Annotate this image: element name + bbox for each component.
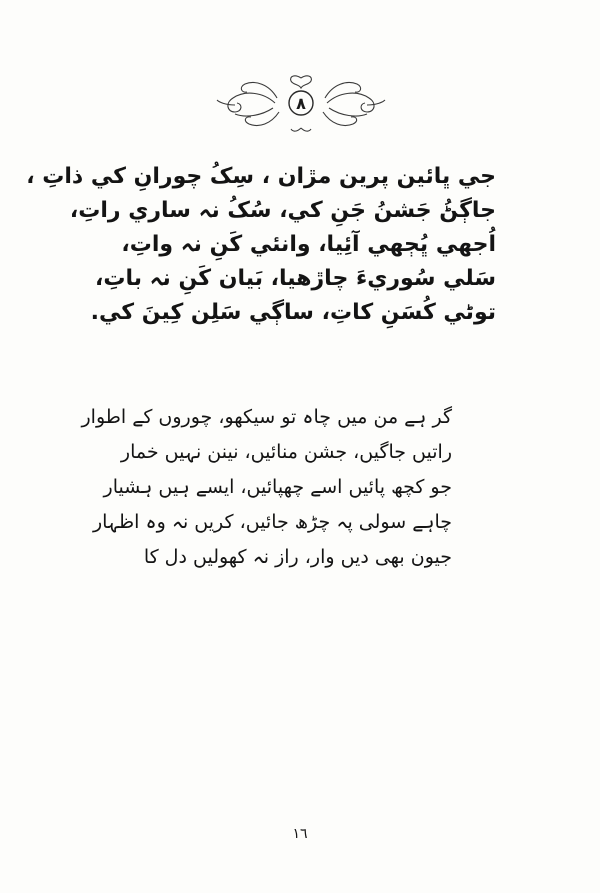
sindhi-line: سَلي سُوريءَ چاڙھيا، بَيان کَنِ نہ باتِ، bbox=[95, 266, 496, 291]
header-ornament bbox=[215, 72, 387, 134]
sindhi-line: توڻي کُسَنِ کاتِ، ساڳي سَلِن کِينَ کي. bbox=[90, 300, 496, 325]
sindhi-stanza bbox=[26, 160, 496, 330]
urdu-stanza bbox=[81, 400, 452, 575]
sindhi-line: اُجھي ڀُڄھي آئِيا، وانئي کَنِ نہ واتِ، bbox=[121, 232, 496, 257]
ornament-number: ٨ bbox=[296, 94, 306, 113]
urdu-line: چاہے سولی پہ چڑھ جائیں، کریں نہ وہ اظہار bbox=[92, 511, 452, 533]
urdu-line: راتیں جاگیں، جشن منائیں، نینن نہیں خمار bbox=[120, 441, 452, 463]
sindhi-line: جاڳڻُ جَشنُ جَنِ کي، سُکُ نہ ساري راتِ، bbox=[69, 198, 496, 223]
page-number: ١٦ bbox=[292, 826, 308, 842]
urdu-line: جیون بھی دیں وار، راز نہ کھولیں دل کا bbox=[143, 546, 452, 568]
urdu-line: گر ہے من میں چاہ تو سیکھو، چوروں کے اطوار bbox=[81, 406, 452, 428]
urdu-line: جو کچھ پائیں اسے چھپائیں، ایسے ہیں ہشیار bbox=[103, 476, 452, 498]
sindhi-line: جي ڀائين پرين مڙان ، سِکُ چورانِ کي ذاتِ ، bbox=[26, 164, 496, 189]
